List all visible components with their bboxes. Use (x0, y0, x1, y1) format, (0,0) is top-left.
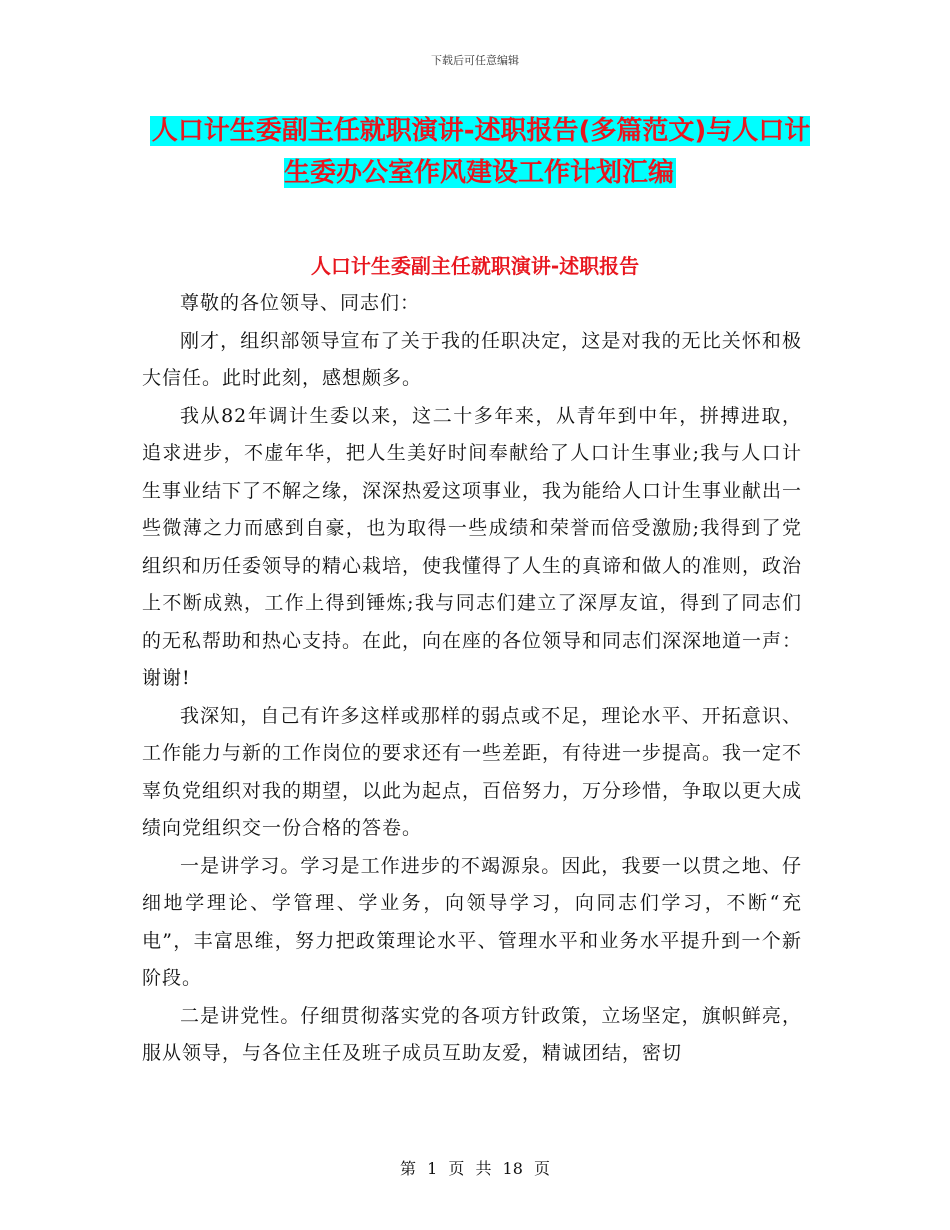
paragraph: 刚才，组织部领导宣布了关于我的任职决定，这是对我的无比关怀和极大信任。此时此刻，感想颇多。 (142, 329, 802, 389)
paragraph: 我深知，自己有许多这样或那样的弱点或不足，理论水平、开拓意识、工作能力与新的工作岗位的要求还有一些差距，有待进一步提高。我一定不辜负党组织对我的期望，以此为起点，百倍努力，万分珍惜，争取以更大成绩向党组织交一份合格的答卷。 (142, 704, 803, 839)
page-footer: 第 1 页 共 18 页 (400, 1159, 550, 1178)
paragraph: 一是讲学习。学习是工作进步的不竭源泉。因此，我要一以贯之地、仔细地学理论、学管理、学业务，向领导学习，向同志们学习，不断“充电”，丰富思维，努力把政策理论水平、管理水平和业务水平提升到一个新阶段。 (142, 854, 802, 989)
document-body (142, 285, 802, 1073)
section-title: 人口计生委副主任就职演讲-述职报告 (310, 254, 640, 278)
header-note: 下载后可任意编辑 (431, 54, 519, 67)
document-title (140, 110, 820, 194)
paragraph: 尊敬的各位领导、同志们： (180, 292, 421, 314)
paragraph: 二是讲党性。仔细贯彻落实党的各项方针政策，立场坚定，旗帜鲜亮，服从领导，与各位主任及班子成员互助友爱，精诚团结，密切 (142, 1004, 802, 1064)
document-title-text: 人口计生委副主任就职演讲-述职报告(多篇范文)与人口计生委办公室作风建设工作计划汇编 (151, 116, 811, 188)
paragraph: 我从82年调计生委以来，这二十多年来，从青年到中年，拼搏进取，追求进步，不虚年华，把人生美好时间奉献给了人口计生事业;我与人口计生事业结下了不解之缘，深深热爱这项事业，我为能给人口计生事业献出一些微薄之力而感到自豪，也为取得一些成绩和荣誉而倍受激励;我得到了党组织和历任委领导的精心栽培，使我懂得了人生的真谛和做人的准则，政治上不断成熟，工作上得到锤炼;我与同志们建立了深厚友谊，得到了同志们的无私帮助和热心支持。在此，向在座的各位领导和同志们深深地道一声：谢谢! (142, 404, 803, 689)
